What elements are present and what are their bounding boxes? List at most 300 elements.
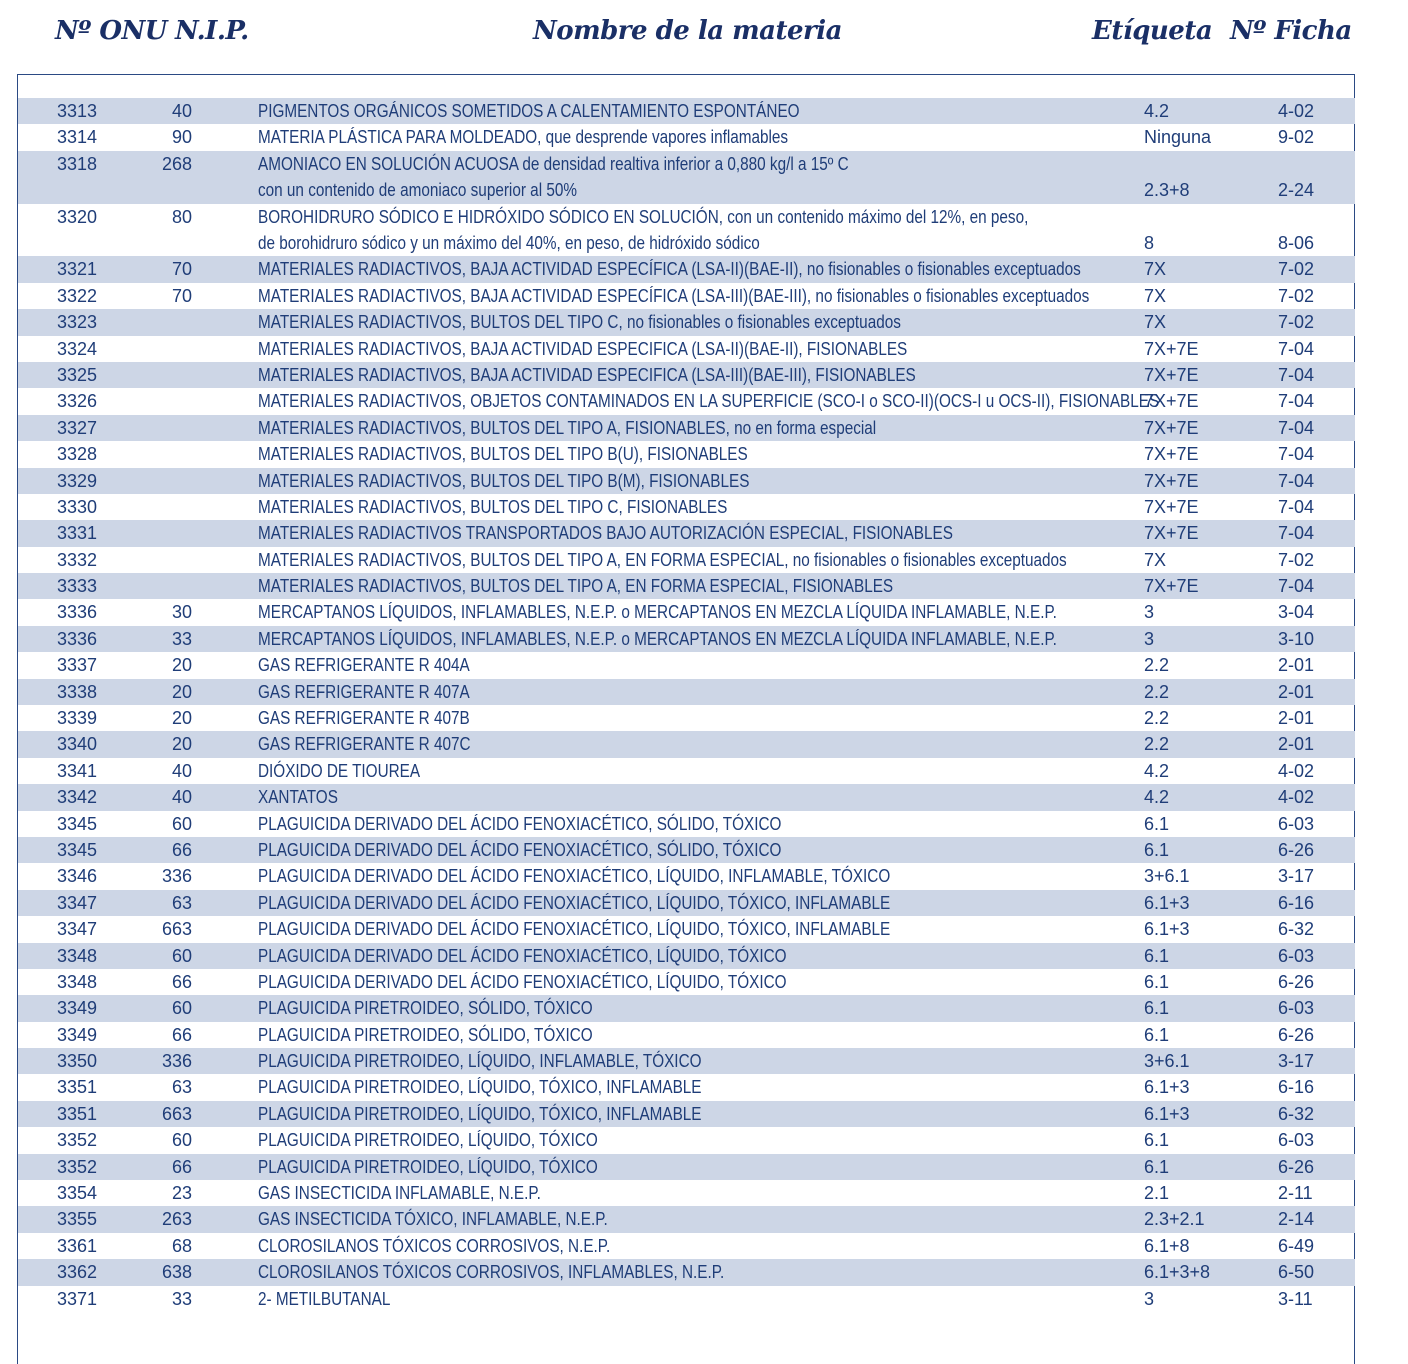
nip-cell: 66 xyxy=(171,971,192,992)
ficha-cell: 4-02 xyxy=(1278,787,1315,808)
nombre-cell xyxy=(258,336,907,362)
nombre-cell xyxy=(258,520,953,546)
nombre-line: MATERIALES RADIACTIVOS, BULTOS DEL TIPO A, FISIONABLES, no en forma especial xyxy=(258,417,877,438)
table-row xyxy=(18,652,1355,678)
table-row xyxy=(18,151,1355,204)
nip-cell: 30 xyxy=(171,602,192,623)
nombre-line: GAS INSECTICIDA INFLAMABLE, N.E.P. xyxy=(258,1183,541,1204)
table-row xyxy=(18,336,1355,362)
onu-cell: 3352 xyxy=(57,1130,98,1151)
onu-cell: 3338 xyxy=(57,681,98,702)
nip-cell: 63 xyxy=(171,892,192,913)
ficha-cell: 6-16 xyxy=(1278,1077,1315,1098)
onu-cell: 3362 xyxy=(57,1262,98,1283)
ficha-cell: 3-04 xyxy=(1278,602,1315,623)
nombre-cell xyxy=(258,1127,598,1153)
ficha-cell: 6-03 xyxy=(1278,813,1315,834)
nip-cell: 638 xyxy=(161,1262,192,1283)
nombre-line: PLAGUICIDA DERIVADO DEL ÁCIDO FENOXIACÉTICO, LÍQUIDO, INFLAMABLE, TÓXICO xyxy=(258,866,891,887)
ficha-cell: 2-11 xyxy=(1278,1183,1313,1204)
nombre-cell xyxy=(258,98,800,124)
onu-cell: 3333 xyxy=(57,576,98,597)
table-row xyxy=(18,1127,1355,1153)
onu-cell: 3328 xyxy=(57,444,98,465)
etiqueta-cell: 2.2 xyxy=(1144,681,1170,702)
nip-cell: 60 xyxy=(171,998,192,1019)
onu-cell: 3346 xyxy=(57,866,98,887)
onu-cell: 3345 xyxy=(57,813,98,834)
table-row xyxy=(18,362,1355,388)
nombre-line: PIGMENTOS ORGÁNICOS SOMETIDOS A CALENTAMIENTO ESPONTÁNEO xyxy=(258,101,800,121)
etiqueta-cell: 6.1 xyxy=(1144,945,1170,966)
table-header xyxy=(0,0,1408,70)
etiqueta-cell: 6.1 xyxy=(1144,1024,1170,1045)
ficha-cell: 2-01 xyxy=(1278,655,1315,676)
nombre-line: MATERIALES RADIACTIVOS, BULTOS DEL TIPO A, EN FORMA ESPECIAL, FISIONABLES xyxy=(258,576,894,597)
nip-cell: 20 xyxy=(171,734,192,755)
onu-cell: 3313 xyxy=(57,101,98,121)
ficha-cell: 4-02 xyxy=(1278,101,1315,121)
ficha-cell: 6-03 xyxy=(1278,998,1315,1019)
onu-cell: 3340 xyxy=(57,734,98,755)
etiqueta-cell: 6.1 xyxy=(1144,839,1170,860)
onu-cell: 3354 xyxy=(57,1183,98,1204)
onu-cell: 3326 xyxy=(57,391,98,412)
ficha-cell: 6-03 xyxy=(1278,945,1315,966)
nombre-cell xyxy=(258,1233,610,1259)
onu-cell: 3345 xyxy=(57,839,98,860)
ficha-cell: 3-17 xyxy=(1278,866,1315,887)
nombre-cell xyxy=(258,652,470,678)
nombre-cell xyxy=(258,943,787,969)
table-row xyxy=(18,837,1355,863)
table-row xyxy=(18,98,1355,124)
etiqueta-cell: 6.1 xyxy=(1144,1130,1170,1151)
nombre-line: MERCAPTANOS LÍQUIDOS, INFLAMABLES, N.E.P. o MERCAPTANOS EN MEZCLA LÍQUIDA INFLAMABLE, N.E.P. xyxy=(258,628,1057,649)
ficha-cell: 6-49 xyxy=(1278,1235,1315,1256)
nombre-cell xyxy=(258,705,470,731)
onu-cell: 3336 xyxy=(57,628,98,649)
ficha-cell: 2-01 xyxy=(1278,681,1315,702)
onu-cell: 3349 xyxy=(57,998,98,1019)
table-row xyxy=(18,1286,1355,1312)
nombre-cell xyxy=(258,124,788,150)
nombre-cell xyxy=(258,388,1159,414)
nombre-line: PLAGUICIDA PIRETROIDEO, LÍQUIDO, INFLAMABLE, TÓXICO xyxy=(258,1051,702,1072)
nombre-cell xyxy=(258,1259,724,1285)
nip-cell: 663 xyxy=(161,919,192,940)
nip-cell: 90 xyxy=(171,127,192,148)
table-row xyxy=(18,573,1355,599)
table-row xyxy=(18,204,1355,257)
nip-cell: 66 xyxy=(171,839,192,860)
table-row xyxy=(18,1074,1355,1100)
table-row xyxy=(18,309,1355,335)
ficha-cell: 6-26 xyxy=(1278,971,1315,992)
ficha-cell: 8-06 xyxy=(1278,232,1315,253)
onu-cell: 3349 xyxy=(57,1024,98,1045)
table-row xyxy=(18,124,1355,150)
nip-cell: 70 xyxy=(171,259,192,280)
ficha-cell: 7-04 xyxy=(1278,391,1315,412)
ficha-cell: 7-02 xyxy=(1278,285,1315,306)
nombre-cell xyxy=(258,256,1081,282)
nombre-line: XANTATOS xyxy=(258,787,338,808)
nip-cell: 66 xyxy=(171,1156,192,1177)
nombre-cell xyxy=(258,1286,390,1312)
nip-cell: 33 xyxy=(171,1288,192,1309)
nombre-line: MATERIALES RADIACTIVOS, BAJA ACTIVIDAD ESPECÍFICA (LSA-III)(BAE-III), no fisionables o fisionables exceptuados xyxy=(258,285,1090,306)
nombre-line: GAS REFRIGERANTE R 407A xyxy=(258,681,470,702)
nombre-line: MATERIALES RADIACTIVOS, OBJETOS CONTAMINADOS EN LA SUPERFICIE (SCO-I o SCO-II)(OCS-I u OCS-II), FISIONABLES xyxy=(258,391,1160,412)
nip-cell: 70 xyxy=(171,285,192,306)
nombre-line: MATERIALES RADIACTIVOS, BULTOS DEL TIPO A, EN FORMA ESPECIAL, no fisionables o fisionables exceptuados xyxy=(258,549,1067,570)
nip-cell: 336 xyxy=(161,866,192,887)
table-row xyxy=(18,441,1355,467)
etiqueta-cell: 2.1 xyxy=(1144,1183,1170,1204)
nombre-line: PLAGUICIDA PIRETROIDEO, LÍQUIDO, TÓXICO, INFLAMABLE xyxy=(258,1103,702,1124)
onu-cell: 3321 xyxy=(57,259,98,280)
nombre-line: PLAGUICIDA PIRETROIDEO, LÍQUIDO, TÓXICO xyxy=(258,1130,598,1151)
ficha-cell: 3-10 xyxy=(1278,628,1315,649)
etiqueta-cell: 4.2 xyxy=(1144,101,1170,121)
etiqueta-cell: 7X+7E xyxy=(1144,338,1199,359)
nombre-line: PLAGUICIDA DERIVADO DEL ÁCIDO FENOXIACÉTICO, SÓLIDO, TÓXICO xyxy=(258,813,782,834)
nombre-cell xyxy=(258,468,749,494)
etiqueta-cell: 7X+7E xyxy=(1144,470,1199,491)
nip-cell: 40 xyxy=(171,760,192,781)
nombre-cell xyxy=(258,890,890,916)
nip-cell: 60 xyxy=(171,945,192,966)
etiqueta-cell: 7X+7E xyxy=(1144,444,1199,465)
nombre-cell xyxy=(258,784,338,810)
table-row xyxy=(18,1101,1355,1127)
ficha-cell: 6-16 xyxy=(1278,892,1315,913)
nombre-line: AMONIACO EN SOLUCIÓN ACUOSA de densidad realtiva inferior a 0,880 kg/l a 15º C xyxy=(258,153,849,174)
onu-cell: 3329 xyxy=(57,470,98,491)
ficha-cell: 3-17 xyxy=(1278,1051,1315,1072)
etiqueta-cell: 6.1+3+8 xyxy=(1144,1262,1211,1283)
table-row xyxy=(18,283,1355,309)
onu-cell: 3371 xyxy=(57,1288,98,1309)
table-row xyxy=(18,758,1355,784)
table-body xyxy=(18,98,1355,1312)
ficha-cell: 2-01 xyxy=(1278,734,1315,755)
etiqueta-cell: 7X xyxy=(1144,549,1167,570)
nombre-line: de borohidruro sódico y un máximo del 40%, en peso, de hidróxido sódico xyxy=(258,232,760,253)
onu-cell: 3347 xyxy=(57,919,98,940)
nip-cell: 68 xyxy=(171,1235,192,1256)
onu-cell: 3330 xyxy=(57,496,98,517)
nip-cell: 20 xyxy=(171,655,192,676)
table-row xyxy=(18,995,1355,1021)
nip-cell: 336 xyxy=(161,1051,192,1072)
nombre-line: PLAGUICIDA DERIVADO DEL ÁCIDO FENOXIACÉTICO, LÍQUIDO, TÓXICO, INFLAMABLE xyxy=(258,919,891,940)
table-row xyxy=(18,705,1355,731)
nombre-cell xyxy=(258,1074,702,1100)
nombre-line: PLAGUICIDA PIRETROIDEO, LÍQUIDO, TÓXICO, INFLAMABLE xyxy=(258,1077,702,1098)
ficha-cell: 7-04 xyxy=(1278,576,1315,597)
table-row xyxy=(18,916,1355,942)
onu-cell: 3327 xyxy=(57,417,98,438)
nip-cell: 66 xyxy=(171,1024,192,1045)
etiqueta-cell: 6.1+3 xyxy=(1144,919,1190,940)
nip-cell: 60 xyxy=(171,813,192,834)
nombre-cell xyxy=(258,547,1067,573)
nombre-line: MATERIALES RADIACTIVOS, BULTOS DEL TIPO C, no fisionables o fisionables exceptuados xyxy=(258,312,901,333)
onu-cell: 3322 xyxy=(57,285,98,306)
etiqueta-cell: 2.2 xyxy=(1144,708,1170,729)
etiqueta-cell: 6.1 xyxy=(1144,971,1170,992)
ficha-cell: 7-04 xyxy=(1278,364,1315,385)
nombre-line: con un contenido de amoniaco superior al 50% xyxy=(258,180,577,201)
etiqueta-cell: 7X xyxy=(1144,312,1167,333)
onu-cell: 3352 xyxy=(57,1156,98,1177)
onu-cell: 3314 xyxy=(57,127,98,148)
etiqueta-cell: 6.1+3 xyxy=(1144,1103,1190,1124)
table-row xyxy=(18,969,1355,995)
etiqueta-cell: 2.2 xyxy=(1144,734,1170,755)
etiqueta-cell: 6.1+3 xyxy=(1144,1077,1190,1098)
onu-cell: 3342 xyxy=(57,787,98,808)
nombre-cell xyxy=(258,151,849,204)
nombre-cell xyxy=(258,573,893,599)
table-row xyxy=(18,1206,1355,1232)
nombre-line: GAS REFRIGERANTE R 404A xyxy=(258,655,470,676)
etiqueta-cell: 6.1 xyxy=(1144,998,1170,1019)
etiqueta-cell: 7X+7E xyxy=(1144,523,1199,544)
nombre-cell xyxy=(258,679,470,705)
nombre-line: PLAGUICIDA DERIVADO DEL ÁCIDO FENOXIACÉTICO, SÓLIDO, TÓXICO xyxy=(258,839,782,860)
table-row xyxy=(18,626,1355,652)
nip-cell: 63 xyxy=(171,1077,192,1098)
table-row xyxy=(18,890,1355,916)
nombre-cell xyxy=(258,494,727,520)
table-row xyxy=(18,1022,1355,1048)
nombre-line: MATERIALES RADIACTIVOS TRANSPORTADOS BAJO AUTORIZACIÓN ESPECIAL, FISIONABLES xyxy=(258,523,953,544)
ficha-cell: 6-32 xyxy=(1278,1103,1315,1124)
nombre-line: MATERIA PLÁSTICA PARA MOLDEADO, que desprende vapores inflamables xyxy=(258,127,789,148)
nombre-cell xyxy=(258,283,1089,309)
onu-cell: 3325 xyxy=(57,364,98,385)
nombre-cell xyxy=(258,1206,608,1232)
nombre-line: GAS REFRIGERANTE R 407B xyxy=(258,708,470,729)
etiqueta-cell: 8 xyxy=(1144,232,1155,253)
etiqueta-cell: 4.2 xyxy=(1144,760,1170,781)
nip-cell: 20 xyxy=(171,708,192,729)
ficha-cell: 7-02 xyxy=(1278,312,1315,333)
nombre-cell xyxy=(258,204,1028,257)
nombre-line: PLAGUICIDA DERIVADO DEL ÁCIDO FENOXIACÉTICO, LÍQUIDO, TÓXICO xyxy=(258,971,787,992)
nombre-line: 2- METILBUTANAL xyxy=(258,1288,391,1309)
header-etiqueta: Etíqueta xyxy=(1092,16,1213,46)
etiqueta-cell: 4.2 xyxy=(1144,787,1170,808)
nombre-line: CLOROSILANOS TÓXICOS CORROSIVOS, N.E.P. xyxy=(258,1235,611,1256)
header-onu: Nº ONU xyxy=(55,16,167,46)
ficha-cell: 7-04 xyxy=(1278,444,1315,465)
nombre-line: DIÓXIDO DE TIOUREA xyxy=(258,760,421,781)
nombre-cell xyxy=(258,995,593,1021)
etiqueta-cell: 7X+7E xyxy=(1144,364,1199,385)
nombre-line: MATERIALES RADIACTIVOS, BAJA ACTIVIDAD ESPECÍFICA (LSA-II)(BAE-II), no fisionables o fisionables exceptuados xyxy=(258,259,1081,280)
nombre-cell xyxy=(258,626,1057,652)
ficha-cell: 7-04 xyxy=(1278,417,1315,438)
nombre-line: BOROHIDRURO SÓDICO E HIDRÓXIDO SÓDICO EN SOLUCIÓN, con un contenido máximo del 12%, en peso, xyxy=(258,206,1029,227)
onu-cell: 3361 xyxy=(57,1235,98,1256)
table-row xyxy=(18,679,1355,705)
nombre-cell xyxy=(258,1154,598,1180)
nombre-line: PLAGUICIDA PIRETROIDEO, SÓLIDO, TÓXICO xyxy=(258,1024,593,1045)
nombre-line: PLAGUICIDA DERIVADO DEL ÁCIDO FENOXIACÉTICO, LÍQUIDO, TÓXICO, INFLAMABLE xyxy=(258,892,891,913)
table-row xyxy=(18,1180,1355,1206)
ficha-cell: 7-02 xyxy=(1278,549,1315,570)
ficha-cell: 4-02 xyxy=(1278,760,1315,781)
nip-cell: 268 xyxy=(161,153,192,174)
onu-cell: 3337 xyxy=(57,655,98,676)
etiqueta-cell: 3+6.1 xyxy=(1144,866,1190,887)
ficha-cell: 7-04 xyxy=(1278,338,1315,359)
table-row xyxy=(18,256,1355,282)
etiqueta-cell: 2.3+8 xyxy=(1144,180,1190,201)
nip-cell: 23 xyxy=(171,1183,192,1204)
nip-cell: 80 xyxy=(171,206,192,227)
nombre-cell xyxy=(258,863,890,889)
nombre-cell xyxy=(258,1048,702,1074)
etiqueta-cell: Ninguna xyxy=(1144,127,1212,148)
ficha-cell: 6-50 xyxy=(1278,1262,1315,1283)
nip-cell: 40 xyxy=(171,101,192,121)
etiqueta-cell: 6.1 xyxy=(1144,813,1170,834)
onu-cell: 3341 xyxy=(57,760,98,781)
table-row xyxy=(18,520,1355,546)
ficha-cell: 7-04 xyxy=(1278,470,1315,491)
nip-cell: 60 xyxy=(171,1130,192,1151)
nombre-line: PLAGUICIDA PIRETROIDEO, SÓLIDO, TÓXICO xyxy=(258,998,593,1019)
onu-cell: 3355 xyxy=(57,1209,98,1230)
nombre-line: MATERIALES RADIACTIVOS, BULTOS DEL TIPO C, FISIONABLES xyxy=(258,496,728,517)
nombre-line: MATERIALES RADIACTIVOS, BULTOS DEL TIPO B(U), FISIONABLES xyxy=(258,444,748,465)
nombre-cell xyxy=(258,731,471,757)
ficha-cell: 6-26 xyxy=(1278,1024,1315,1045)
nombre-cell xyxy=(258,362,916,388)
nip-cell: 33 xyxy=(171,628,192,649)
table-row xyxy=(18,811,1355,837)
nip-cell: 663 xyxy=(161,1103,192,1124)
onu-cell: 3320 xyxy=(57,206,98,227)
etiqueta-cell: 7X+7E xyxy=(1144,496,1199,517)
nombre-line: GAS REFRIGERANTE R 407C xyxy=(258,734,471,755)
etiqueta-cell: 7X+7E xyxy=(1144,576,1199,597)
nip-cell: 263 xyxy=(161,1209,192,1230)
etiqueta-cell: 7X+7E xyxy=(1144,417,1199,438)
etiqueta-cell: 6.1 xyxy=(1144,1156,1170,1177)
nombre-cell xyxy=(258,1180,541,1206)
ficha-cell: 2-24 xyxy=(1278,180,1315,201)
table-row xyxy=(18,943,1355,969)
table-row xyxy=(18,468,1355,494)
nombre-cell xyxy=(258,415,876,441)
header-nip: N.I.P. xyxy=(175,16,249,46)
ficha-cell: 7-04 xyxy=(1278,496,1315,517)
ficha-cell: 2-14 xyxy=(1278,1209,1315,1230)
table-row xyxy=(18,1048,1355,1074)
etiqueta-cell: 7X+7E xyxy=(1144,391,1199,412)
ficha-cell: 3-11 xyxy=(1278,1288,1313,1309)
etiqueta-cell: 3 xyxy=(1144,1288,1155,1309)
table-row xyxy=(18,1154,1355,1180)
table-row xyxy=(18,415,1355,441)
nombre-cell xyxy=(258,758,420,784)
nombre-cell xyxy=(258,969,787,995)
table-row xyxy=(18,388,1355,414)
onu-cell: 3347 xyxy=(57,892,98,913)
nombre-line: MATERIALES RADIACTIVOS, BAJA ACTIVIDAD ESPECIFICA (LSA-II)(BAE-II), FISIONABLES xyxy=(258,338,908,359)
table-row xyxy=(18,784,1355,810)
nombre-line: MATERIALES RADIACTIVOS, BULTOS DEL TIPO B(M), FISIONABLES xyxy=(258,470,750,491)
nombre-line: CLOROSILANOS TÓXICOS CORROSIVOS, INFLAMABLES, N.E.P. xyxy=(258,1262,725,1283)
nombre-line: PLAGUICIDA PIRETROIDEO, LÍQUIDO, TÓXICO xyxy=(258,1156,598,1177)
onu-cell: 3339 xyxy=(57,708,98,729)
onu-cell: 3332 xyxy=(57,549,98,570)
ficha-cell: 7-02 xyxy=(1278,259,1315,280)
onu-cell: 3323 xyxy=(57,312,98,333)
nombre-cell xyxy=(258,1022,593,1048)
onu-cell: 3331 xyxy=(57,523,98,544)
nip-cell: 40 xyxy=(171,787,192,808)
nombre-cell xyxy=(258,811,781,837)
etiqueta-cell: 6.1+3 xyxy=(1144,892,1190,913)
onu-cell: 3351 xyxy=(57,1103,98,1124)
table-row xyxy=(18,547,1355,573)
nombre-cell xyxy=(258,1101,702,1127)
ficha-cell: 6-32 xyxy=(1278,919,1315,940)
etiqueta-cell: 2.3+2.1 xyxy=(1144,1209,1205,1230)
table-row xyxy=(18,494,1355,520)
nombre-cell xyxy=(258,309,901,335)
nombre-cell xyxy=(258,837,781,863)
nombre-cell xyxy=(258,599,1057,625)
etiqueta-cell: 3 xyxy=(1144,628,1155,649)
table-row xyxy=(18,1259,1355,1285)
header-ficha: Nº Ficha xyxy=(1230,16,1352,46)
onu-cell: 3318 xyxy=(57,153,98,174)
onu-cell: 3351 xyxy=(57,1077,98,1098)
onu-cell: 3348 xyxy=(57,971,98,992)
etiqueta-cell: 6.1+8 xyxy=(1144,1235,1190,1256)
ficha-cell: 2-01 xyxy=(1278,708,1315,729)
etiqueta-cell: 3+6.1 xyxy=(1144,1051,1190,1072)
onu-cell: 3324 xyxy=(57,338,98,359)
ficha-cell: 9-02 xyxy=(1278,127,1315,148)
nombre-cell xyxy=(258,916,890,942)
nombre-cell xyxy=(258,441,748,467)
etiqueta-cell: 3 xyxy=(1144,602,1155,623)
onu-cell: 3350 xyxy=(57,1051,98,1072)
ficha-cell: 7-04 xyxy=(1278,523,1315,544)
etiqueta-cell: 7X xyxy=(1144,259,1167,280)
nombre-line: MERCAPTANOS LÍQUIDOS, INFLAMABLES, N.E.P. o MERCAPTANOS EN MEZCLA LÍQUIDA INFLAMABLE, N.E.P. xyxy=(258,602,1057,623)
table-row xyxy=(18,1233,1355,1259)
nip-cell: 20 xyxy=(171,681,192,702)
onu-cell: 3348 xyxy=(57,945,98,966)
nombre-line: MATERIALES RADIACTIVOS, BAJA ACTIVIDAD ESPECIFICA (LSA-III)(BAE-III), FISIONABLES xyxy=(258,364,916,385)
ficha-cell: 6-26 xyxy=(1278,1156,1315,1177)
table-row xyxy=(18,731,1355,757)
header-nombre: Nombre de la materia xyxy=(533,16,842,46)
nombre-line: GAS INSECTICIDA TÓXICO, INFLAMABLE, N.E.P. xyxy=(258,1209,608,1230)
ficha-cell: 6-03 xyxy=(1278,1130,1315,1151)
ficha-cell: 6-26 xyxy=(1278,839,1315,860)
